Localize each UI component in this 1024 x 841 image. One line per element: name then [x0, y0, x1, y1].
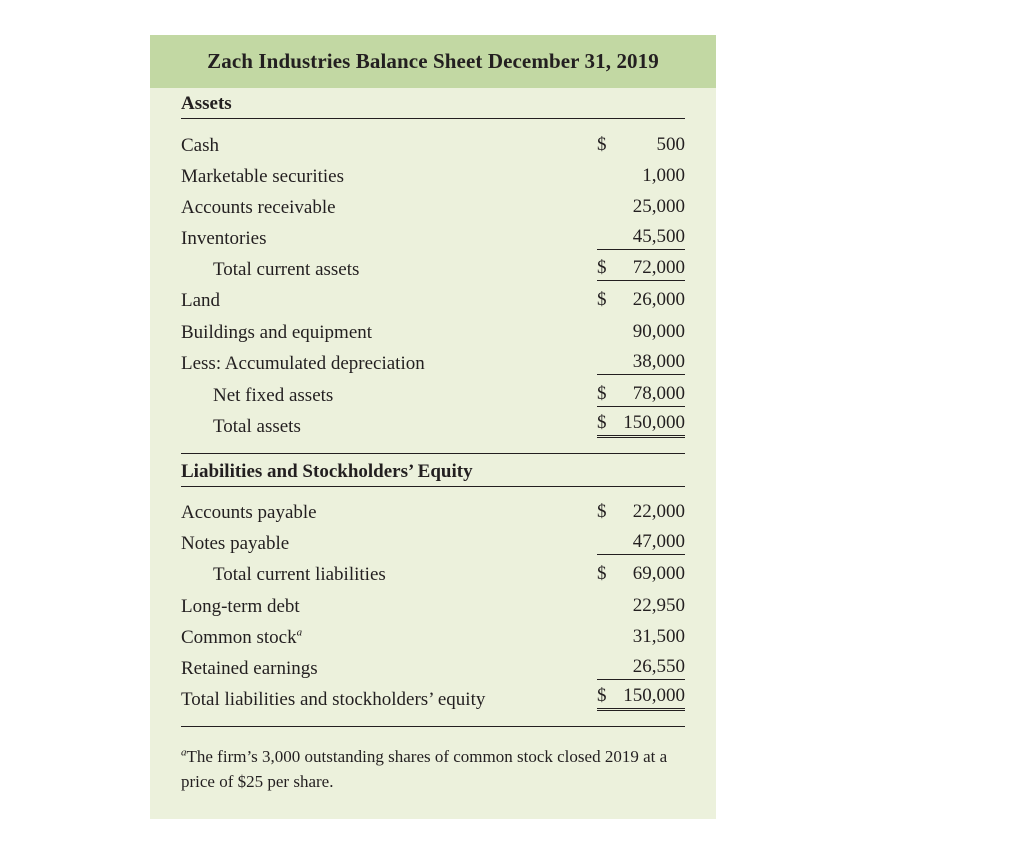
row-label	[181, 627, 597, 649]
footnote-text: The firm’s 3,000 outstanding shares of common stock closed 2019 at a price of $25 per share.	[181, 747, 668, 791]
currency-symbol: $	[597, 257, 607, 278]
row-amount	[597, 626, 685, 649]
row-accounts-receivable	[181, 191, 685, 219]
row-retained-earnings	[181, 652, 685, 680]
row-amount	[597, 595, 685, 618]
row-amount	[597, 412, 685, 438]
row-cash	[181, 129, 685, 157]
row-marketable-securities	[181, 160, 685, 188]
row-label: Net fixed assets	[213, 385, 334, 406]
row-amount	[597, 226, 685, 250]
row-total-current-liabilities	[181, 558, 685, 586]
row-inventories	[181, 222, 685, 250]
assets-heading: Assets	[181, 93, 685, 119]
amount-value: 90,000	[632, 321, 685, 342]
currency-symbol: $	[597, 685, 607, 706]
sheet-title: Zach Industries Balance Sheet December 31, 2019	[150, 35, 716, 88]
amount-value: 1,000	[642, 165, 685, 186]
row-amount	[597, 257, 685, 281]
section-divider	[181, 726, 685, 727]
row-label: Buildings and equipment	[181, 322, 373, 343]
currency-symbol: $	[597, 383, 607, 404]
row-label: Inventories	[181, 228, 267, 249]
section-divider	[181, 453, 685, 454]
row-label: Cash	[181, 135, 219, 156]
row-amount	[597, 531, 685, 555]
amount-value: 150,000	[623, 685, 685, 706]
balance-sheet	[150, 35, 716, 819]
row-label: Total assets	[213, 416, 301, 437]
currency-symbol: $	[597, 289, 607, 310]
currency-symbol: $	[597, 412, 607, 433]
row-notes-payable	[181, 527, 685, 555]
row-label: Total liabilities and stockholders’ equity	[181, 689, 486, 710]
liabilities-heading: Liabilities and Stockholders’ Equity	[181, 461, 685, 487]
amount-value: 150,000	[623, 412, 685, 433]
row-long-term-debt	[181, 590, 685, 618]
row-label: Long-term debt	[181, 596, 300, 617]
footnote-marker: a	[181, 746, 187, 759]
row-label: Retained earnings	[181, 658, 318, 679]
amount-value: 22,000	[632, 501, 685, 522]
amount-value: 45,500	[632, 226, 685, 247]
row-land	[181, 284, 685, 312]
row-label: Land	[181, 290, 221, 311]
amount-value: 47,000	[632, 531, 685, 552]
row-label: Notes payable	[181, 533, 290, 554]
amount-value: 26,000	[632, 289, 685, 310]
row-amount	[597, 321, 685, 344]
amount-value: 22,950	[632, 595, 685, 616]
amount-value: 38,000	[632, 351, 685, 372]
row-label: Accounts receivable	[181, 197, 336, 218]
row-amount	[597, 501, 685, 524]
amount-value: 26,550	[632, 656, 685, 677]
row-amount	[597, 289, 685, 312]
row-accumulated-depreciation	[181, 347, 685, 375]
currency-symbol: $	[597, 134, 607, 155]
amount-value: 25,000	[632, 196, 685, 217]
row-amount	[597, 165, 685, 188]
label-text: Common stock	[181, 627, 297, 648]
amount-value: 31,500	[632, 626, 685, 647]
row-buildings-equipment	[181, 316, 685, 344]
row-total-assets	[181, 410, 685, 438]
currency-symbol: $	[597, 563, 607, 584]
row-amount	[597, 196, 685, 219]
row-amount	[597, 134, 685, 157]
row-label: Total current assets	[213, 259, 360, 280]
amount-value: 78,000	[632, 383, 685, 404]
row-common-stock	[181, 621, 685, 649]
row-total-current-assets	[181, 253, 685, 281]
row-net-fixed-assets	[181, 379, 685, 407]
row-amount	[597, 351, 685, 375]
row-amount	[597, 563, 685, 586]
footnote	[181, 744, 681, 794]
row-amount	[597, 685, 685, 711]
row-accounts-payable	[181, 496, 685, 524]
amount-value: 500	[656, 134, 685, 155]
amount-value: 72,000	[632, 257, 685, 278]
row-amount	[597, 383, 685, 407]
row-total-liabilities-equity	[181, 683, 685, 711]
row-label: Less: Accumulated depreciation	[181, 353, 425, 374]
footnote-marker: a	[296, 626, 303, 639]
row-amount	[597, 656, 685, 680]
currency-symbol: $	[597, 501, 607, 522]
row-label: Accounts payable	[181, 502, 317, 523]
row-label: Total current liabilities	[213, 564, 386, 585]
row-label: Marketable securities	[181, 166, 345, 187]
amount-value: 69,000	[632, 563, 685, 584]
